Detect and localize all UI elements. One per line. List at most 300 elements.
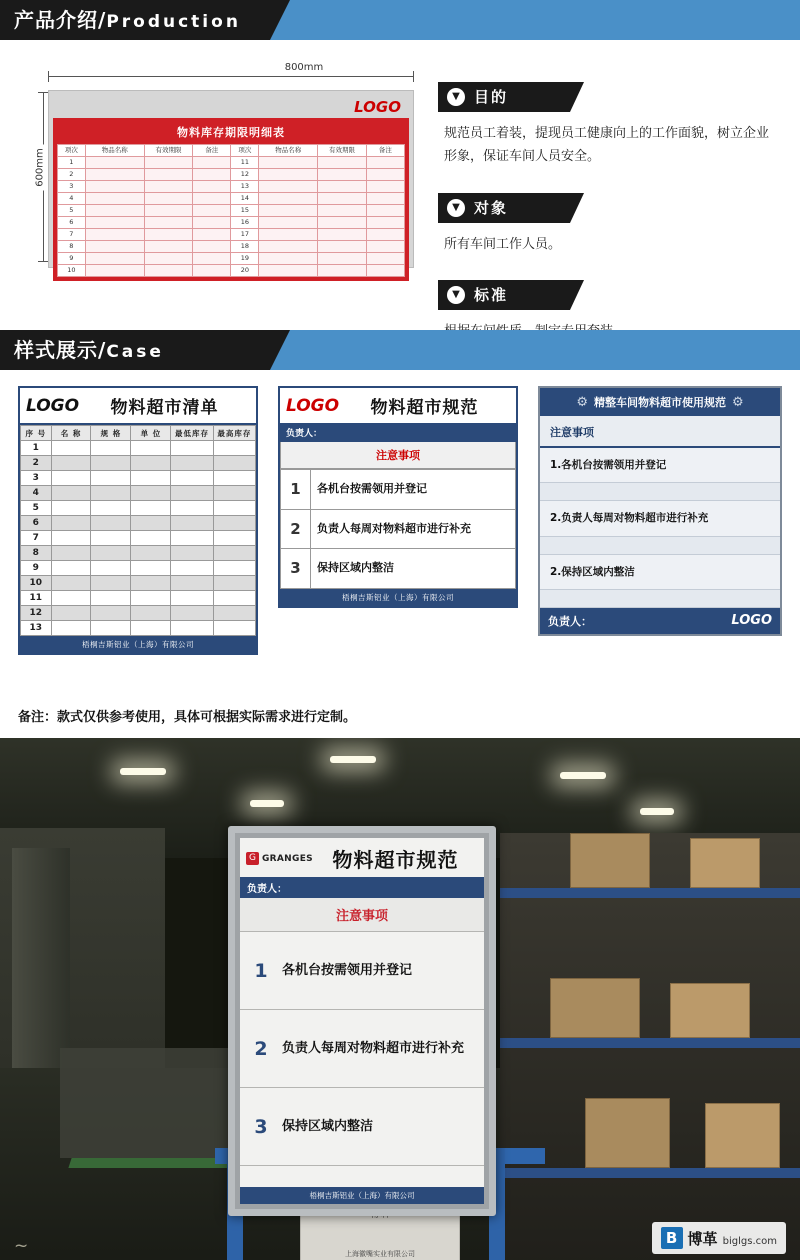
table-row (58, 265, 405, 277)
dimension-height-label: 600mm (35, 145, 46, 191)
cell (193, 157, 231, 169)
cell (144, 205, 193, 217)
case-card-workshop-rules (538, 386, 782, 636)
cell (259, 229, 318, 241)
card1-header (20, 388, 256, 425)
section-title-sep: / (98, 338, 107, 362)
shelf-box (705, 1103, 780, 1168)
section-title-case (14, 330, 164, 370)
cell (131, 486, 171, 501)
section-title-sep: / (98, 8, 107, 32)
section-title-cn: 样式展示 (14, 338, 98, 362)
table-row (58, 241, 405, 253)
cell (213, 576, 255, 591)
table-row (21, 606, 256, 621)
cell (85, 157, 144, 169)
point-tag-standard (438, 280, 778, 310)
row-idx-right: 15 (231, 205, 259, 217)
cell (366, 265, 404, 277)
header-blue-shape (290, 0, 800, 40)
rule-number: 1 (281, 470, 311, 510)
row-number: 2 (21, 456, 52, 471)
rule-number: 2 (281, 509, 311, 549)
cell (131, 501, 171, 516)
cell (366, 205, 404, 217)
cell (85, 217, 144, 229)
cell (171, 441, 213, 456)
cell (51, 546, 91, 561)
card3-owner-label: 负责人： (548, 614, 592, 628)
point-tag-purpose (438, 82, 778, 112)
cell (144, 193, 193, 205)
dimension-width (34, 62, 414, 84)
table-row (58, 217, 405, 229)
cell (259, 193, 318, 205)
cell (131, 531, 171, 546)
col-7: 备注 (366, 145, 404, 157)
rule-text: 保持区域内整洁 (311, 549, 516, 589)
cell (171, 471, 213, 486)
cell (366, 217, 404, 229)
sign-rule-row (240, 1010, 484, 1088)
col-1: 物品名称 (85, 145, 144, 157)
rule-text: 各机台按需领用并登记 (311, 470, 516, 510)
cell (131, 516, 171, 531)
table-row (21, 561, 256, 576)
col-2: 规 格 (91, 426, 131, 441)
sign-rule-number: 1 (254, 959, 268, 982)
cell (51, 561, 91, 576)
cell (131, 591, 171, 606)
cell (144, 265, 193, 277)
sign-brand (246, 852, 313, 865)
col-6: 有效期限 (318, 145, 367, 157)
section-header-production (0, 0, 800, 40)
sign-notice: 注意事项 (240, 898, 484, 932)
sign-rule-text: 负责人每周对物料超市进行补充 (282, 1040, 465, 1056)
watermark-en: biglgs.com (722, 1235, 777, 1247)
cell (366, 229, 404, 241)
ceiling-lamp (640, 808, 674, 815)
cell (318, 169, 367, 181)
shelf-box (550, 978, 640, 1038)
section-title-cn: 产品介绍 (14, 8, 98, 32)
col-1: 名 称 (51, 426, 91, 441)
brand-mark-icon: G (246, 852, 259, 865)
sign-rule-number: 3 (254, 1115, 268, 1138)
cell (91, 471, 131, 486)
table-row (21, 546, 256, 561)
row-number: 11 (21, 591, 52, 606)
card2-footer: 梧桐吉斯铝业（上海）有限公司 (280, 589, 516, 606)
table-row (58, 229, 405, 241)
section-body-case (0, 370, 800, 738)
cell (213, 531, 255, 546)
cell (259, 157, 318, 169)
brand-name: GRANGES (262, 853, 313, 864)
cell (51, 621, 91, 636)
cell (131, 441, 171, 456)
cell (51, 501, 91, 516)
row-idx-left: 3 (58, 181, 86, 193)
inventory-table-body (21, 441, 256, 636)
col-4: 最低库存 (171, 426, 213, 441)
sign-rule-text: 保持区域内整洁 (282, 1118, 374, 1134)
section-header-case (0, 330, 800, 370)
cell (91, 621, 131, 636)
row-number: 10 (21, 576, 52, 591)
point-title: 目的 (474, 88, 509, 106)
table-row (21, 591, 256, 606)
col-5: 物品名称 (259, 145, 318, 157)
row-idx-right: 12 (231, 169, 259, 181)
cell (51, 456, 91, 471)
sign-title: 物料超市规范 (332, 848, 459, 872)
dimension-width-cap-right (413, 71, 414, 82)
cell (51, 516, 91, 531)
card1-footer: 梧桐吉斯铝业（上海）有限公司 (20, 636, 256, 653)
row-idx-left: 5 (58, 205, 86, 217)
cell (144, 253, 193, 265)
card3-item: 2.负责人每周对物料超市进行补充 (540, 501, 780, 536)
rule-row (281, 509, 516, 549)
chevron-down-icon: ▼ (447, 286, 465, 304)
table-row (21, 456, 256, 471)
cell (366, 241, 404, 253)
cell (91, 561, 131, 576)
col-0: 项次 (58, 145, 86, 157)
cell (51, 606, 91, 621)
col-5: 最高库存 (213, 426, 255, 441)
cell (85, 241, 144, 253)
col-3: 备注 (193, 145, 231, 157)
row-idx-left: 2 (58, 169, 86, 181)
cell (366, 157, 404, 169)
sign-owner-label: 负责人： (240, 877, 484, 898)
card2-owner-label: 负责人： (280, 423, 516, 442)
header-blue-shape (290, 330, 800, 370)
cell (85, 265, 144, 277)
card2-rules-table (280, 469, 516, 589)
carton-bottom-text: 上海徽嘴实业有限公司 (345, 1250, 415, 1258)
workshop-photo (0, 738, 800, 1260)
cell (366, 253, 404, 265)
row-idx-right: 19 (231, 253, 259, 265)
cell (318, 205, 367, 217)
sign-rule-text: 各机台按需领用并登记 (282, 962, 413, 978)
table-row (58, 253, 405, 265)
inventory-table (20, 425, 256, 636)
cell (91, 546, 131, 561)
cell (91, 591, 131, 606)
table-header-row (58, 145, 405, 157)
card3-header (540, 388, 780, 416)
rule-text: 负责人每周对物料超市进行补充 (311, 509, 516, 549)
row-number: 8 (21, 546, 52, 561)
cell (213, 441, 255, 456)
row-number: 3 (21, 471, 52, 486)
table-row (58, 205, 405, 217)
section-title-production (14, 0, 241, 40)
cell (51, 576, 91, 591)
cell (51, 531, 91, 546)
row-number: 9 (21, 561, 52, 576)
shelf-beam (500, 888, 800, 898)
ceiling-lamp (250, 800, 284, 807)
cell (131, 471, 171, 486)
table-row (21, 501, 256, 516)
card3-spacer (540, 483, 780, 501)
sign-footer: 梧桐吉斯铝业（上海）有限公司 (240, 1187, 484, 1204)
material-table-body (58, 157, 405, 277)
row-idx-left: 9 (58, 253, 86, 265)
rule-number: 3 (281, 549, 311, 589)
cell (318, 265, 367, 277)
cell (213, 516, 255, 531)
cell (193, 205, 231, 217)
table-header-row (21, 426, 256, 441)
cell (91, 501, 131, 516)
chevron-down-icon: ▼ (447, 199, 465, 217)
cell (259, 265, 318, 277)
cell (318, 193, 367, 205)
cell (213, 621, 255, 636)
sign-inner (240, 838, 484, 1204)
row-number: 7 (21, 531, 52, 546)
table-row (21, 486, 256, 501)
table-row (21, 516, 256, 531)
sign-rule-row (240, 1088, 484, 1166)
cell (131, 561, 171, 576)
cell (131, 606, 171, 621)
dimension-width-cap-left (48, 71, 49, 82)
material-table (57, 144, 405, 277)
cell (318, 241, 367, 253)
card3-spacer (540, 537, 780, 555)
row-number: 12 (21, 606, 52, 621)
rule-row (281, 470, 516, 510)
row-number: 13 (21, 621, 52, 636)
row-idx-left: 6 (58, 217, 86, 229)
card3-item: 1.各机台按需领用并登记 (540, 448, 780, 483)
card3-logo: LOGO (731, 613, 772, 629)
col-0: 序 号 (21, 426, 52, 441)
photo-sign-board (228, 826, 496, 1216)
production-points (438, 82, 778, 368)
row-number: 4 (21, 486, 52, 501)
cell (366, 169, 404, 181)
row-number: 6 (21, 516, 52, 531)
cell (144, 157, 193, 169)
row-idx-left: 10 (58, 265, 86, 277)
gear-icon: ⚙ (732, 394, 744, 410)
cell (171, 591, 213, 606)
cell (318, 253, 367, 265)
board-title: 物料库存期限明细表 (177, 126, 285, 139)
col-3: 单 位 (131, 426, 171, 441)
cell (259, 217, 318, 229)
board-logo: LOGO (354, 98, 401, 116)
cell (171, 486, 213, 501)
sign-rule-row (240, 932, 484, 1010)
row-number: 5 (21, 501, 52, 516)
cell (51, 486, 91, 501)
point-body-target: 所有车间工作人员。 (444, 236, 562, 252)
cell (85, 181, 144, 193)
row-idx-right: 11 (231, 157, 259, 169)
material-board (48, 90, 414, 274)
cell (91, 456, 131, 471)
cell (91, 486, 131, 501)
row-idx-right: 16 (231, 217, 259, 229)
section-title-en: Production (106, 12, 241, 32)
cell (366, 193, 404, 205)
row-number: 1 (21, 441, 52, 456)
cell (171, 516, 213, 531)
cell (131, 621, 171, 636)
board-red-frame (53, 118, 409, 281)
watermark-text (688, 1228, 777, 1249)
cell (171, 456, 213, 471)
card3-item: 2.保持区域内整洁 (540, 555, 780, 590)
cell (259, 181, 318, 193)
row-idx-left: 8 (58, 241, 86, 253)
row-idx-right: 18 (231, 241, 259, 253)
cell (144, 217, 193, 229)
card2-header (280, 388, 516, 423)
cell (171, 606, 213, 621)
card2-title: 物料超市规范 (370, 398, 479, 418)
cell (193, 181, 231, 193)
cell (144, 169, 193, 181)
cell (366, 181, 404, 193)
cell (318, 229, 367, 241)
row-idx-right: 13 (231, 181, 259, 193)
cell (193, 217, 231, 229)
cell (51, 591, 91, 606)
col-4: 项次 (231, 145, 259, 157)
cell (171, 576, 213, 591)
cell (193, 229, 231, 241)
cell (131, 576, 171, 591)
table-row (21, 531, 256, 546)
cell (259, 205, 318, 217)
cell (85, 169, 144, 181)
cell (91, 531, 131, 546)
table-row (58, 193, 405, 205)
cell (91, 576, 131, 591)
point-tag-target (438, 193, 778, 223)
cell (91, 606, 131, 621)
shelf-box (690, 838, 760, 888)
card1-logo: LOGO (26, 395, 80, 416)
cell (318, 157, 367, 169)
cell (171, 561, 213, 576)
card3-notice: 注意事项 (540, 416, 780, 448)
card3-footer (540, 608, 780, 634)
cell (144, 229, 193, 241)
row-idx-right: 14 (231, 193, 259, 205)
cell (213, 456, 255, 471)
cell (318, 181, 367, 193)
table-row (21, 441, 256, 456)
row-idx-right: 20 (231, 265, 259, 277)
card3-spacer (540, 590, 780, 608)
table-row (21, 471, 256, 486)
shelf-beam (500, 1168, 800, 1178)
photo-corner-mark: ~ (14, 1236, 29, 1256)
row-idx-left: 4 (58, 193, 86, 205)
cell (213, 471, 255, 486)
row-idx-left: 1 (58, 157, 86, 169)
cell (91, 441, 131, 456)
cell (144, 181, 193, 193)
cell (193, 169, 231, 181)
shelf-box (570, 833, 650, 888)
cell (213, 501, 255, 516)
cell (213, 591, 255, 606)
table-row (58, 181, 405, 193)
table-row (21, 576, 256, 591)
cell (85, 229, 144, 241)
shelf-box (670, 983, 750, 1038)
cell (213, 546, 255, 561)
table-row (58, 169, 405, 181)
cell (213, 606, 255, 621)
cell (85, 193, 144, 205)
board-diagram (34, 62, 414, 274)
cell (171, 501, 213, 516)
cell (193, 241, 231, 253)
rule-row (281, 549, 516, 589)
shelf-box (585, 1098, 670, 1168)
table-row (58, 157, 405, 169)
cell (259, 253, 318, 265)
cell (213, 561, 255, 576)
cell (51, 441, 91, 456)
cell (259, 241, 318, 253)
cell (213, 486, 255, 501)
point-body-purpose: 规范员工着装，提现员工健康向上的工作面貌，树立企业形象，保证车间人员安全。 (444, 126, 770, 165)
cell (171, 546, 213, 561)
case-card-rules (278, 386, 518, 608)
cell (171, 621, 213, 636)
cell (318, 217, 367, 229)
sign-header (240, 838, 484, 877)
card3-title: 精整车间物料超市使用规范 (594, 396, 726, 409)
card2-logo: LOGO (286, 395, 340, 416)
cell (51, 471, 91, 486)
shelf-beam (500, 1038, 800, 1048)
ceiling-lamp (560, 772, 606, 779)
cell (144, 241, 193, 253)
gear-icon: ⚙ (576, 394, 588, 410)
cell (193, 253, 231, 265)
table-row (21, 621, 256, 636)
col-2: 有效期限 (144, 145, 193, 157)
sign-rule-number: 2 (254, 1037, 268, 1060)
watermark (652, 1222, 786, 1254)
cell (259, 169, 318, 181)
cell (193, 265, 231, 277)
case-note: 备注：款式仅供参考使用，具体可根据实际需求进行定制。 (18, 710, 357, 725)
section-title-en: Case (106, 342, 164, 362)
row-idx-right: 17 (231, 229, 259, 241)
cell (131, 546, 171, 561)
card2-notice: 注意事项 (280, 442, 516, 469)
ceiling-lamp (120, 768, 166, 775)
point-title: 标准 (474, 286, 509, 305)
